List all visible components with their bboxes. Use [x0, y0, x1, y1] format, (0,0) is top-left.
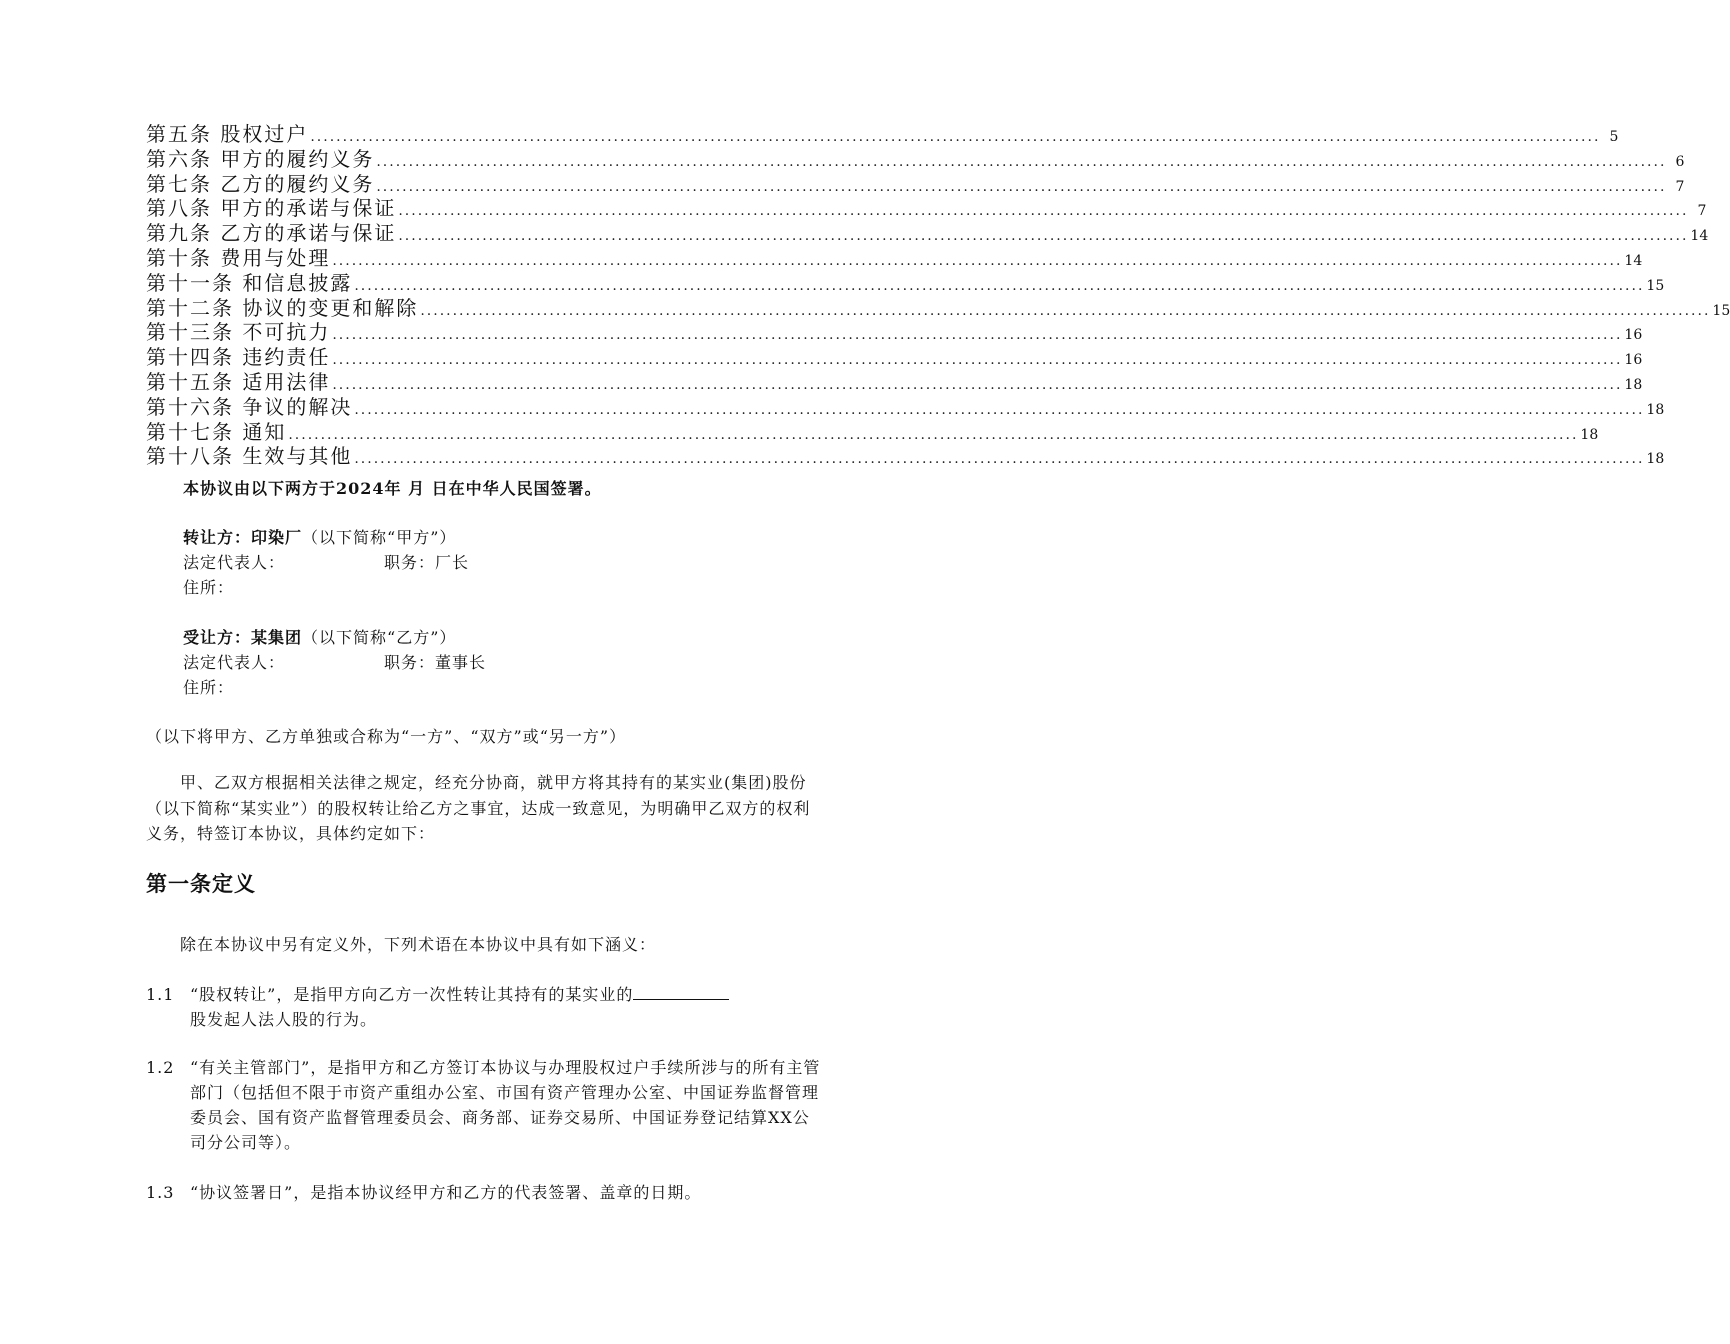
toc-entry-title: 第十五条 适用法律: [146, 369, 331, 394]
toc-entry-title: 第七条 乙方的履约义务: [146, 171, 375, 196]
item-number: 1.2: [146, 1058, 175, 1077]
toc-leader-dots: ........................................................................................................................................................................................................: [332, 376, 1623, 393]
toc-leader-dots: ........................................................................................................................................................................................................: [332, 252, 1623, 269]
party-b-alias: （以下简称“乙方”）: [302, 628, 457, 647]
party-a-line: [183, 525, 456, 548]
toc-page-number: 5: [1609, 129, 1619, 145]
toc-leader-dots: ........................................................................................................................................................................................................: [310, 129, 1601, 145]
definition-item-1-1: [146, 982, 826, 1032]
party-a-rep: 法定代表人：: [183, 553, 286, 572]
definition-item-1-3: [146, 1180, 826, 1205]
toc-entry[interactable]: [146, 122, 1619, 147]
definition-item-1-2: [146, 1055, 826, 1155]
toc-entry[interactable]: [146, 146, 1685, 172]
toc-leader-dots: ........................................................................................................................................................................................................: [354, 277, 1645, 294]
toc-entry[interactable]: [146, 295, 1730, 321]
toc-page-number: 15: [1712, 302, 1730, 319]
toc-entry[interactable]: [146, 171, 1685, 197]
toc-leader-dots: ........................................................................................................................................................................................................: [354, 451, 1645, 468]
toc-entry-title: 第十二条 协议的变更和解除: [146, 295, 419, 320]
toc-entry-title: 第六条 甲方的履约义务: [146, 146, 375, 171]
party-a-position: 职务：厂长: [384, 553, 470, 572]
toc-entry-title: 第五条 股权过户: [146, 122, 309, 146]
toc-page-number: 16: [1624, 352, 1643, 369]
toc-page-number: 18: [1580, 426, 1599, 443]
toc-entry-title: 第十一条 和信息披露: [146, 270, 353, 295]
toc-page-number: 18: [1624, 376, 1643, 393]
preamble-paragraph: 甲、乙双方根据相关法律之规定，经充分协商，就甲方将其持有的某实业(集团)股份（以下简称“某实业”）的股权转让给乙方之事宜，达成一致意见，为明确甲乙双方的权利义务，特签订本协议，具体约定如下：: [146, 773, 811, 843]
table-of-contents: [146, 122, 1730, 469]
toc-entry-title: 第十六条 争议的解决: [146, 394, 353, 419]
item-number: 1.3: [146, 1183, 175, 1202]
toc-entry-title: 第十七条 通知: [146, 419, 287, 444]
toc-entry[interactable]: [146, 221, 1709, 246]
toc-entry[interactable]: [146, 419, 1599, 445]
toc-page-number: 6: [1675, 153, 1685, 170]
article-1-lead: 除在本协议中另有定义外，下列术语在本协议中具有如下涵义：: [180, 935, 657, 954]
item-text-part-b: 股发起人法人股的行为。: [190, 1010, 378, 1029]
toc-entry[interactable]: [146, 345, 1643, 370]
party-b-address: 住所：: [183, 678, 235, 697]
article-1-heading: 第一条定义: [146, 871, 256, 896]
toc-leader-dots: ........................................................................................................................................................................................................: [354, 401, 1645, 418]
parties-note: （以下将甲方、乙方单独或合称为“一方”、“双方”或“另一方”）: [146, 727, 627, 746]
item-text: “有关主管部门”，是指甲方和乙方签订本协议与办理股权过户手续所涉与的所有主管部门（包括但不限于市资产重组办公室、市国有资产管理办公室、中国证券监督管理委员会、国有资产监督管理委员会、商务部、证券交易所、中国证券登记结算XX公司分公司等）。: [190, 1058, 821, 1152]
toc-leader-dots: ........................................................................................................................................................................................................: [376, 178, 1667, 195]
toc-entry[interactable]: [146, 444, 1665, 469]
party-b-label: 受让方：某集团: [183, 628, 303, 647]
toc-entry[interactable]: [146, 369, 1643, 395]
toc-entry-title: 第八条 甲方的承诺与保证: [146, 196, 397, 221]
toc-entry[interactable]: [146, 196, 1707, 221]
toc-entry-title: 第十八条 生效与其他: [146, 444, 353, 469]
toc-page-number: 7: [1675, 178, 1685, 195]
toc-entry-title: 第十三条 不可抗力: [146, 320, 331, 345]
toc-entry[interactable]: [146, 320, 1643, 345]
toc-page-number: 7: [1697, 203, 1707, 220]
toc-entry-title: 第十四条 违约责任: [146, 345, 331, 370]
party-b-position: 职务：董事长: [384, 653, 487, 672]
item-text: “协议签署日”，是指本协议经甲方和乙方的代表签署、盖章的日期。: [190, 1183, 702, 1202]
toc-entry-title: 第十条 费用与处理: [146, 245, 331, 270]
party-a-address: 住所：: [183, 578, 235, 597]
toc-entry[interactable]: [146, 394, 1665, 420]
toc-page-number: 15: [1646, 277, 1665, 294]
party-a-label: 转让方：印染厂: [183, 528, 303, 547]
party-b-line: [183, 625, 456, 648]
toc-entry[interactable]: [146, 270, 1665, 296]
party-b-rep: 法定代表人：: [183, 653, 286, 672]
toc-page-number: 14: [1624, 252, 1643, 269]
toc-leader-dots: ........................................................................................................................................................................................................: [398, 203, 1689, 220]
toc-page-number: 18: [1646, 401, 1665, 418]
toc-page-number: 18: [1646, 451, 1665, 468]
item-number: 1.1: [146, 985, 175, 1004]
fill-blank: [633, 985, 729, 1000]
toc-entry[interactable]: [146, 245, 1643, 271]
item-text-part-a: “股权转让”，是指甲方向乙方一次性转让其持有的某实业的: [190, 985, 634, 1004]
toc-entry-title: 第九条 乙方的承诺与保证: [146, 221, 397, 246]
toc-leader-dots: ........................................................................................................................................................................................................: [288, 426, 1579, 443]
signing-intro: 本协议由以下两方于2024年 月 日在中华人民国签署。: [183, 479, 602, 498]
toc-leader-dots: ........................................................................................................................................................................................................: [332, 327, 1623, 344]
toc-page-number: 14: [1690, 228, 1709, 245]
party-a-alias: （以下简称“甲方”）: [302, 528, 457, 547]
toc-leader-dots: ........................................................................................................................................................................................................: [376, 153, 1667, 170]
toc-leader-dots: ........................................................................................................................................................................................................: [420, 302, 1711, 319]
toc-leader-dots: ........................................................................................................................................................................................................: [332, 352, 1623, 369]
toc-page-number: 16: [1624, 327, 1643, 344]
toc-leader-dots: ........................................................................................................................................................................................................: [398, 228, 1689, 245]
